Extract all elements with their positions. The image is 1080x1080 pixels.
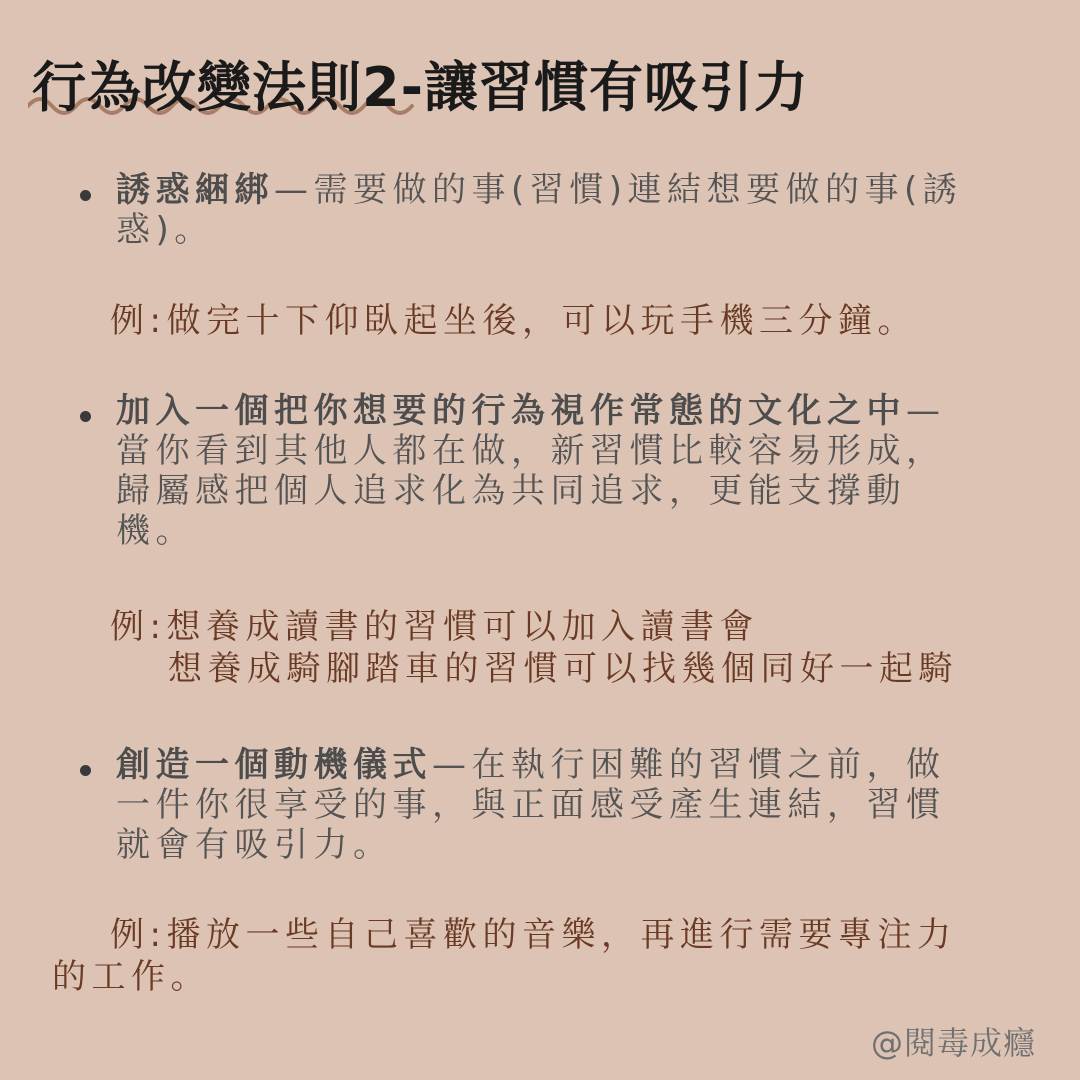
bullet-dot	[80, 411, 91, 422]
bullet-item-2	[80, 391, 1025, 551]
bullet-line: 惑)。	[116, 210, 214, 250]
example-3	[110, 914, 956, 956]
bullet-term: 創造一個動機儀式	[116, 745, 432, 785]
bullet-item-1	[80, 170, 1025, 250]
example-label: 例:	[110, 301, 167, 341]
title-area	[28, 48, 1028, 138]
bullet-term: 加入一個把你想要的行為視作常態的文化之中	[116, 391, 906, 431]
bullet-dot	[80, 765, 91, 776]
bullet-line: 歸屬感把個人追求化為共同追求，更能支撐動	[116, 471, 906, 511]
example-text: 想養成讀書的習慣可以加入讀書會	[166, 607, 759, 647]
bullet-text	[116, 391, 1025, 551]
bullet-text	[116, 170, 1025, 250]
example-text: 想養成騎腳踏車的習慣可以找幾個同好一起騎	[168, 649, 958, 689]
example-label: 例:	[110, 607, 167, 647]
bullet-line: 機。	[116, 511, 195, 551]
example-2	[110, 606, 759, 648]
bullet-line: 就會有吸引力。	[116, 825, 393, 865]
example-text: 做完十下仰臥起坐後，可以玩手機三分鐘。	[166, 301, 917, 341]
bullet-term: 誘惑綑綁	[116, 170, 274, 210]
example-text: 的工作。	[52, 957, 210, 997]
page-title: 行為改變法則2-讓習慣有吸引力	[32, 56, 809, 119]
bullet-text	[116, 745, 1025, 865]
example-2-line-2	[168, 648, 958, 690]
bullet-line: —	[906, 391, 946, 431]
bullet-item-3	[80, 745, 1025, 865]
example-label: 例:	[110, 915, 167, 955]
author-handle: @閱毒成癮	[870, 1024, 1036, 1062]
bullet-dot	[80, 190, 91, 201]
example-1	[110, 300, 917, 342]
example-3-line-2	[52, 956, 210, 998]
bullet-line: —需要做的事(習慣)連結想要做的事(誘	[274, 170, 963, 210]
example-text: 播放一些自己喜歡的音樂，再進行需要專注力	[166, 915, 957, 955]
bullet-line: —在執行困難的習慣之前，做	[432, 745, 946, 785]
bullet-line: 當你看到其他人都在做，新習慣比較容易形成，	[116, 431, 946, 471]
bullet-line: 一件你很享受的事，與正面感受產生連結，習慣	[116, 785, 946, 825]
